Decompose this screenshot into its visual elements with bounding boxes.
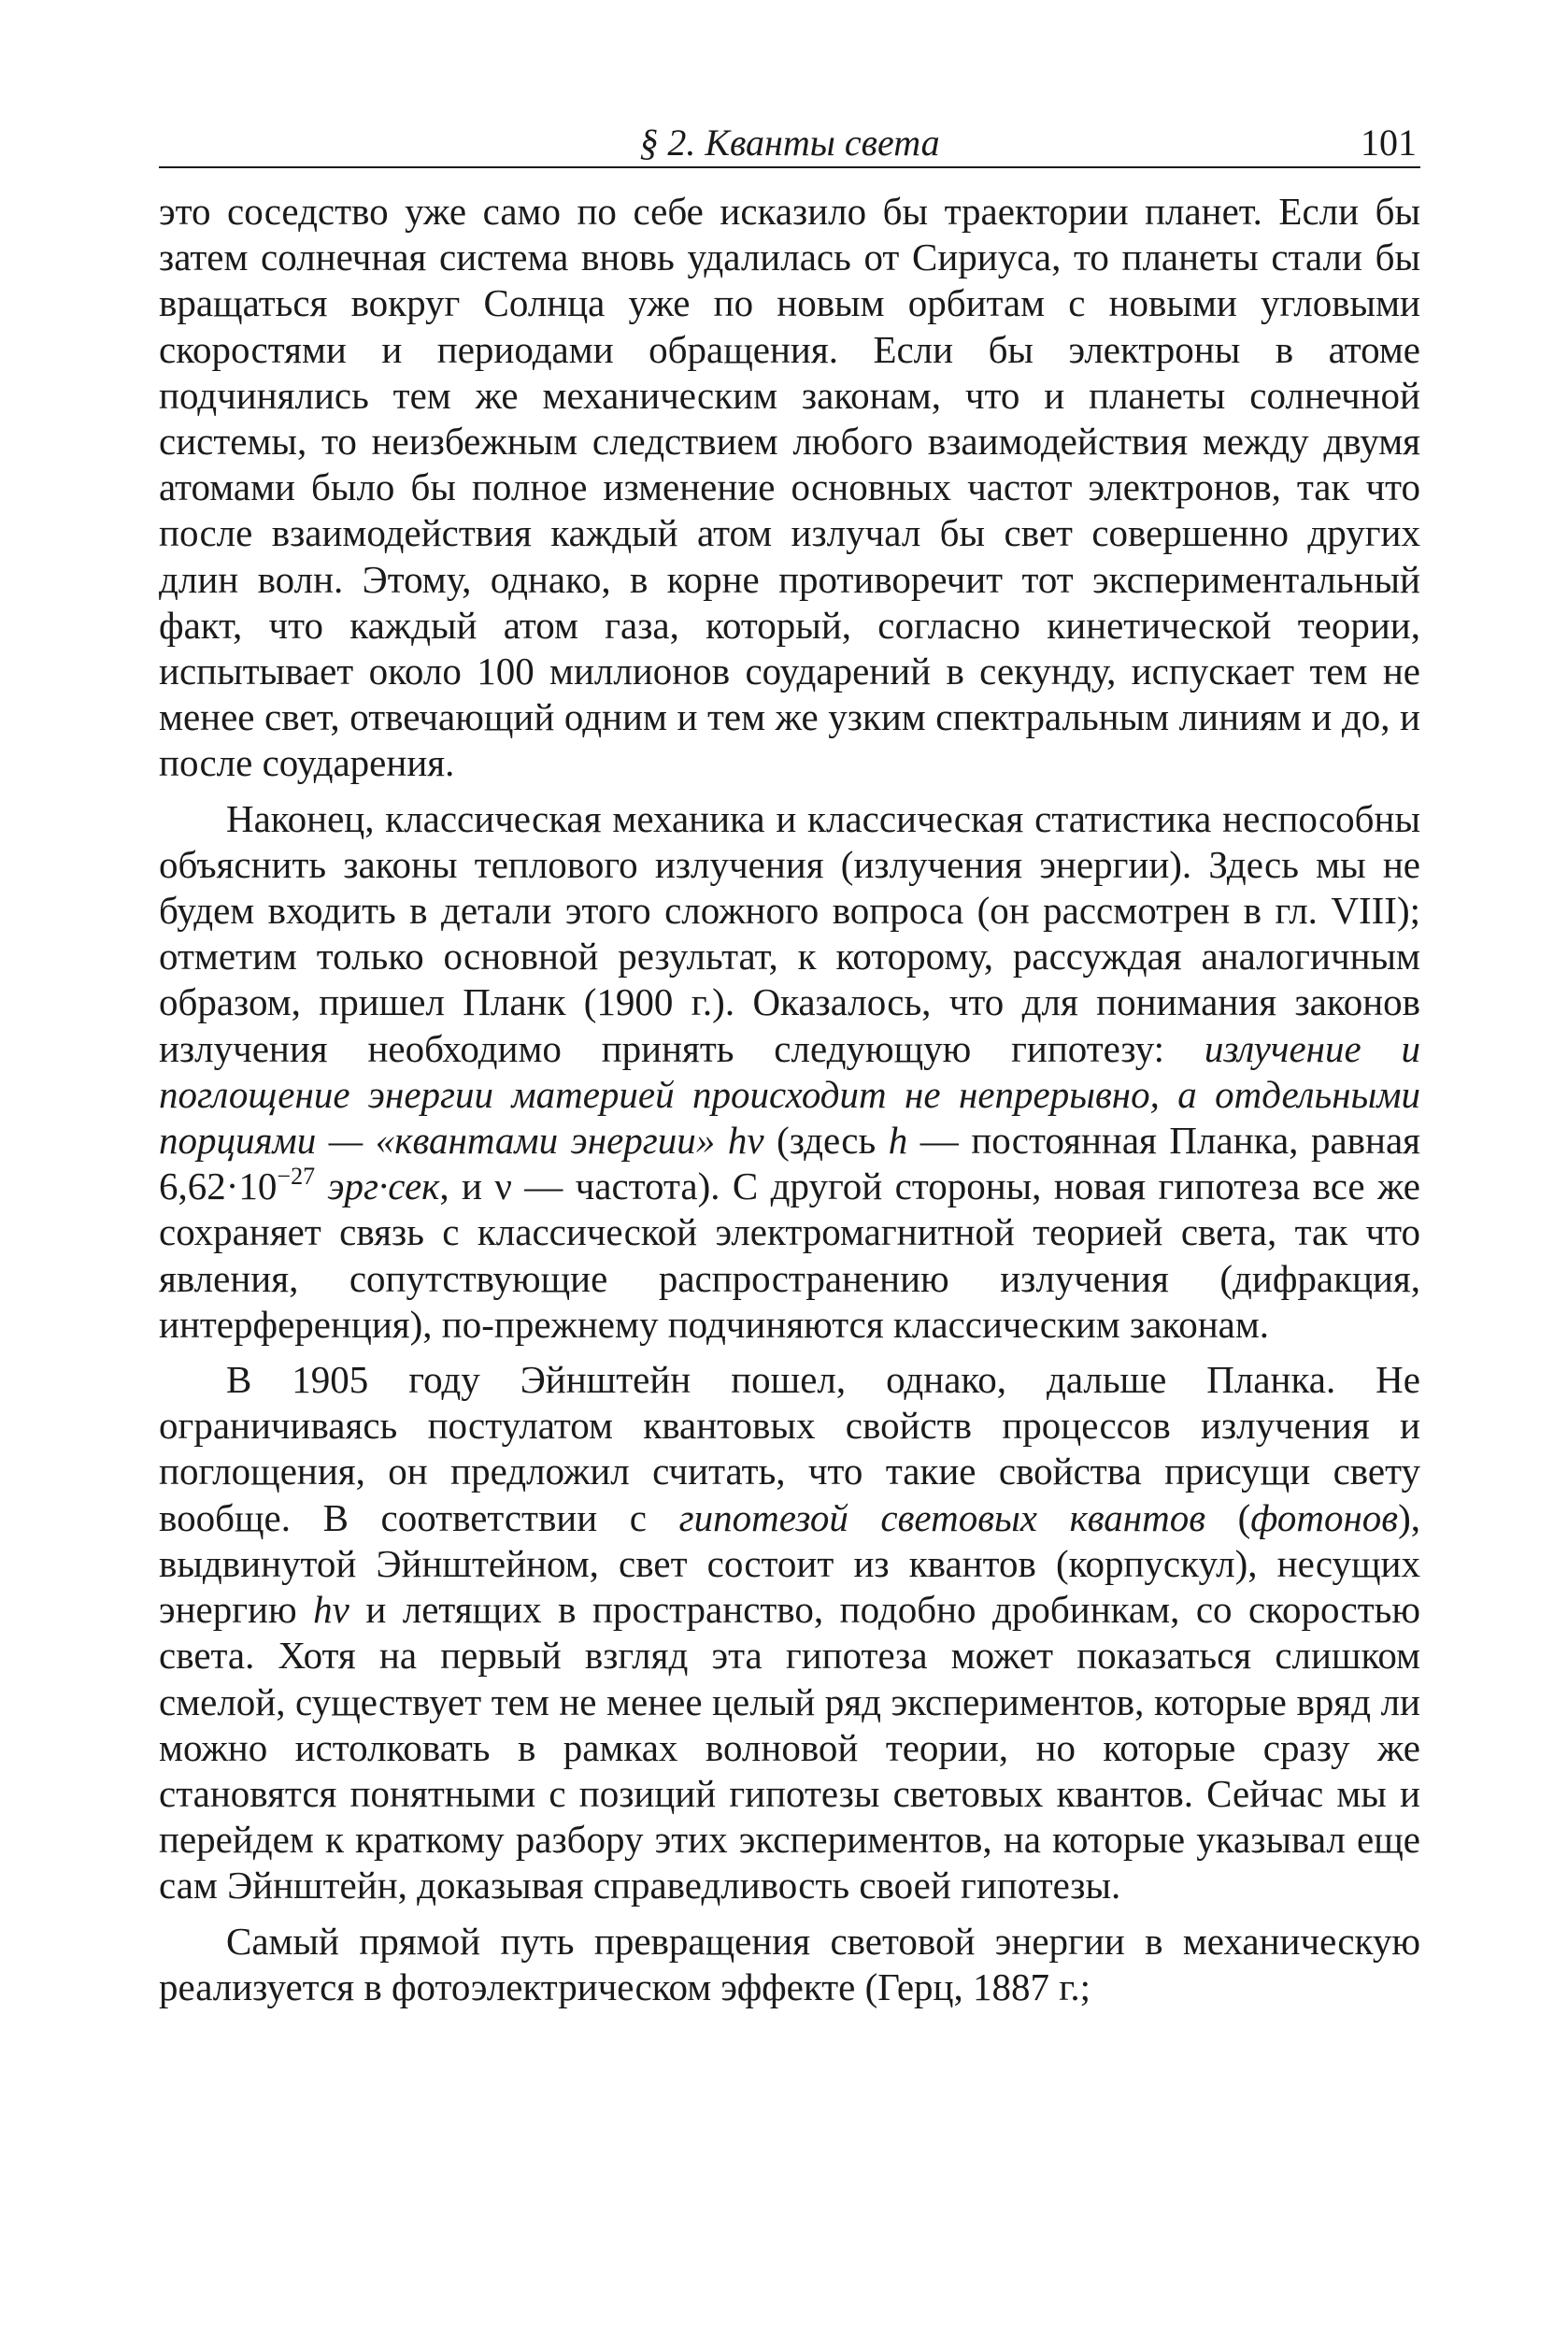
- paragraph-4: [159, 1919, 1420, 2010]
- paragraph-3: [159, 1357, 1420, 1908]
- paragraph-4-text: Самый прямой путь превращения световой энергии в механическую реализуется в фотоэлектрическом эффекте (Герц, 1887 г.;: [159, 1919, 1420, 2008]
- p3-energy-symbol: hν: [313, 1588, 349, 1632]
- p2-text-e: , и ν — частота). С другой стороны, новая гипотеза все же сохраняет связь с классической электромагнитной теорией света, так что явления, сопутствующие распространению излучения (дифракция, интерференция), по-прежнему подчиняются классическим законам.: [159, 1164, 1420, 1346]
- p3-text-a: В 1905 году Эйнштейн пошел, однако, дальше Планка. Не ограничиваясь постулатом квантовых свойств процессов излучения и поглощения, он предложил считать, что такие свойства присущи свету вообще. В соответствии с: [159, 1358, 1420, 1539]
- p3-text-c: ), выдвинутой Эйнштейном, свет состоит из квантов (корпускул), несущих энергию: [159, 1495, 1421, 1632]
- body-text: [159, 189, 1420, 2010]
- p2-unit: эрг·сек: [327, 1164, 440, 1208]
- p2-text-d: [315, 1164, 327, 1207]
- page-number: 101: [1361, 121, 1417, 164]
- paragraph-1: [159, 189, 1420, 787]
- p2-hypothesis-italic: излучение и поглощение энергии материей происходит не непрерывно, а отдельными порциями — «квантами энергии» hν: [159, 1026, 1420, 1163]
- p2-text-b: (здесь: [763, 1119, 889, 1163]
- p2-text-a: Наконец, классическая механика и классическая статистика неспособны объяснить законы теплового излучения (излучения энергии). Здесь мы не будем входить в детали этого сложного вопроса (он рассмотрен в гл. VIII); отметим только основной результат, к которому, рассуждая аналогичным образом, пришел Планк (1900 г.). Оказалось, что для понимания законов излучения необходимо принять следующую гипотезу:: [159, 796, 1420, 1070]
- document-page: [159, 120, 1420, 2010]
- p2-exponent: −27: [277, 1163, 316, 1191]
- p3-photons-italic: фотонов: [1250, 1495, 1399, 1539]
- p3-light-quanta-italic: гипотезой световых квантов: [678, 1495, 1206, 1539]
- paragraph-1-text: это соседство уже само по себе исказило бы траектории планет. Если бы затем солнечная система вновь удалилась от Сириуса, то планеты стали бы вращаться вокруг Солнца уже по новым орбитам с новыми угловыми скоростями и периодами обращения. Если бы электроны в атоме подчинялись тем же механическим законам, что и планеты солнечной системы, то неизбежным следствием любого взаимодействия между двумя атомами было бы полное изменение основных частот электронов, так что после взаимодействия каждый атом излучал бы свет совершенно других длин волн. Этому, однако, в корне противоречит тот экспериментальный факт, что каждый атом газа, который, согласно кинетической теории, испытывает около 100 миллионов соударений в секунду, испускает тем не менее свет, отвечающий одним и тем же узким спектральным линиям и до, и после соударения.: [159, 190, 1420, 785]
- running-header: [159, 120, 1420, 168]
- running-title: § 2. Кванты света: [639, 121, 940, 164]
- p3-text-d: и летящих в пространство, подобно дробинкам, со скоростью света. Хотя на первый взгляд эта гипотеза может показаться слишком смелой, существует тем не менее целый ряд экспериментов, которые вряд ли можно истолковать в рамках волновой теории, но которые сразу же становятся понятными с позиций гипотезы световых квантов. Сейчас мы и перейдем к краткому разбору этих экспериментов, на которые указывал еще сам Эйнштейн, доказывая справедливость своей гипотезы.: [159, 1588, 1420, 1907]
- p2-text-c: — постоянная Планка, равная 6,62·10: [159, 1119, 1420, 1208]
- paragraph-2: [159, 796, 1420, 1348]
- p3-text-b: (: [1205, 1495, 1251, 1539]
- p2-planck-symbol: h: [888, 1119, 908, 1163]
